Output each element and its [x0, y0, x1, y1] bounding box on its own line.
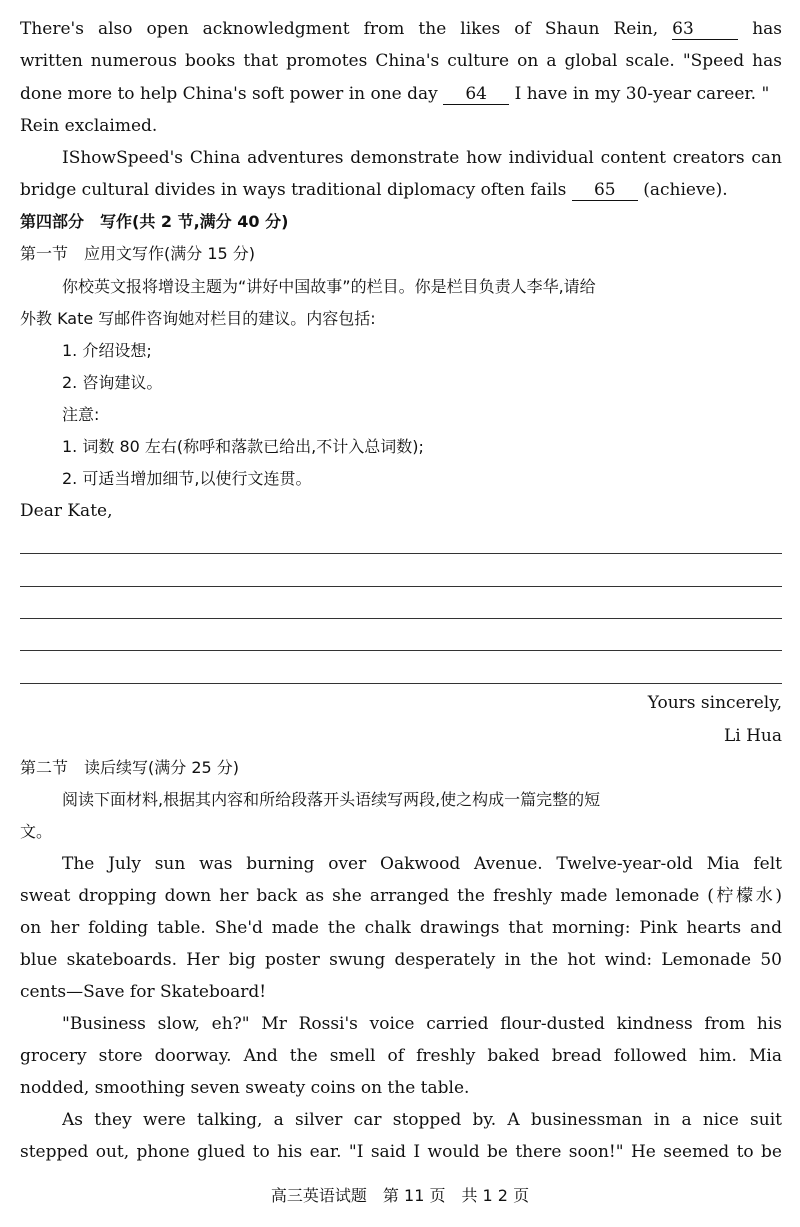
passage-line: Rein exclaimed. [20, 116, 158, 136]
writing-line [20, 618, 782, 619]
writing-line [20, 586, 782, 587]
story-line: The July sun was burning over Oakwood Avenue. Twelve-year-old Mia felt [62, 854, 782, 874]
section1-heading: 第一节 应用文写作(满分 15 分) [20, 244, 256, 263]
story-line: cents—Save for Skateboard! [20, 982, 267, 1002]
section2-prompt: 文。 [20, 822, 53, 841]
signature: Li Hua [723, 726, 782, 746]
answer-blank-65: 65 [572, 180, 638, 201]
passage-line: There's also open acknowledgment from the likes of Shaun Rein, 63 has [20, 19, 782, 39]
closing: Yours sincerely, [647, 693, 782, 713]
page-footer: 高三英语试题 第 11 页 共 1 2 页 [270, 1186, 530, 1205]
content-item-2: 2. 咨询建议。 [62, 373, 163, 392]
content-item-1: 1. 介绍设想; [62, 341, 152, 360]
story-line: "Business slow, eh?" Mr Rossi's voice carried flour-dusted kindness from his [62, 1014, 782, 1034]
passage-line: done more to help China's soft power in one day 64 I have in my 30-year career. " [20, 84, 770, 104]
story-line: As they were talking, a silver car stopped by. A businessman in a nice suit [62, 1110, 782, 1130]
salutation: Dear Kate, [20, 501, 113, 521]
section1-prompt: 外教 Kate 写邮件咨询她对栏目的建议。内容包括: [20, 309, 376, 328]
story-line: blue skateboards. Her big poster swung desperately in the hot wind: Lemonade 50 [20, 950, 782, 970]
part4-heading: 第四部分 写作(共 2 节,满分 40 分) [20, 212, 289, 231]
section2-heading: 第二节 读后续写(满分 25 分) [20, 758, 240, 777]
section2-prompt: 阅读下面材料,根据其内容和所给段落开头语续写两段,使之构成一篇完整的短 [62, 790, 601, 809]
writing-line [20, 553, 782, 554]
story-line: on her folding table. She'd made the chalk drawings that morning: Pink hearts and [20, 918, 782, 938]
writing-line [20, 683, 782, 684]
answer-blank-63: 63 [672, 19, 738, 40]
story-line: stepped out, phone glued to his ear. "I said I would be there soon!" He seemed to be [20, 1142, 782, 1162]
story-line: nodded, smoothing seven sweaty coins on the table. [20, 1078, 470, 1098]
note-item-2: 2. 可适当增加细节,以使行文连贯。 [62, 469, 312, 488]
writing-line [20, 650, 782, 651]
passage-line: written numerous books that promotes China's culture on a global scale. "Speed has [20, 51, 782, 71]
passage-line: bridge cultural divides in ways traditional diplomacy often fails 65 (achieve). [20, 180, 728, 200]
story-line: sweat dropping down her back as she arranged the freshly made lemonade (柠檬水) [20, 886, 782, 906]
section1-prompt: 你校英文报将增设主题为“讲好中国故事”的栏目。你是栏目负责人李华,请给 [62, 277, 596, 296]
note-item-1: 1. 词数 80 左右(称呼和落款已给出,不计入总词数); [62, 437, 424, 456]
passage-line: IShowSpeed's China adventures demonstrate how individual content creators can [62, 148, 782, 168]
story-line: grocery store doorway. And the smell of freshly baked bread followed him. Mia [20, 1046, 782, 1066]
answer-blank-64: 64 [443, 84, 509, 105]
note-label: 注意: [62, 405, 100, 424]
